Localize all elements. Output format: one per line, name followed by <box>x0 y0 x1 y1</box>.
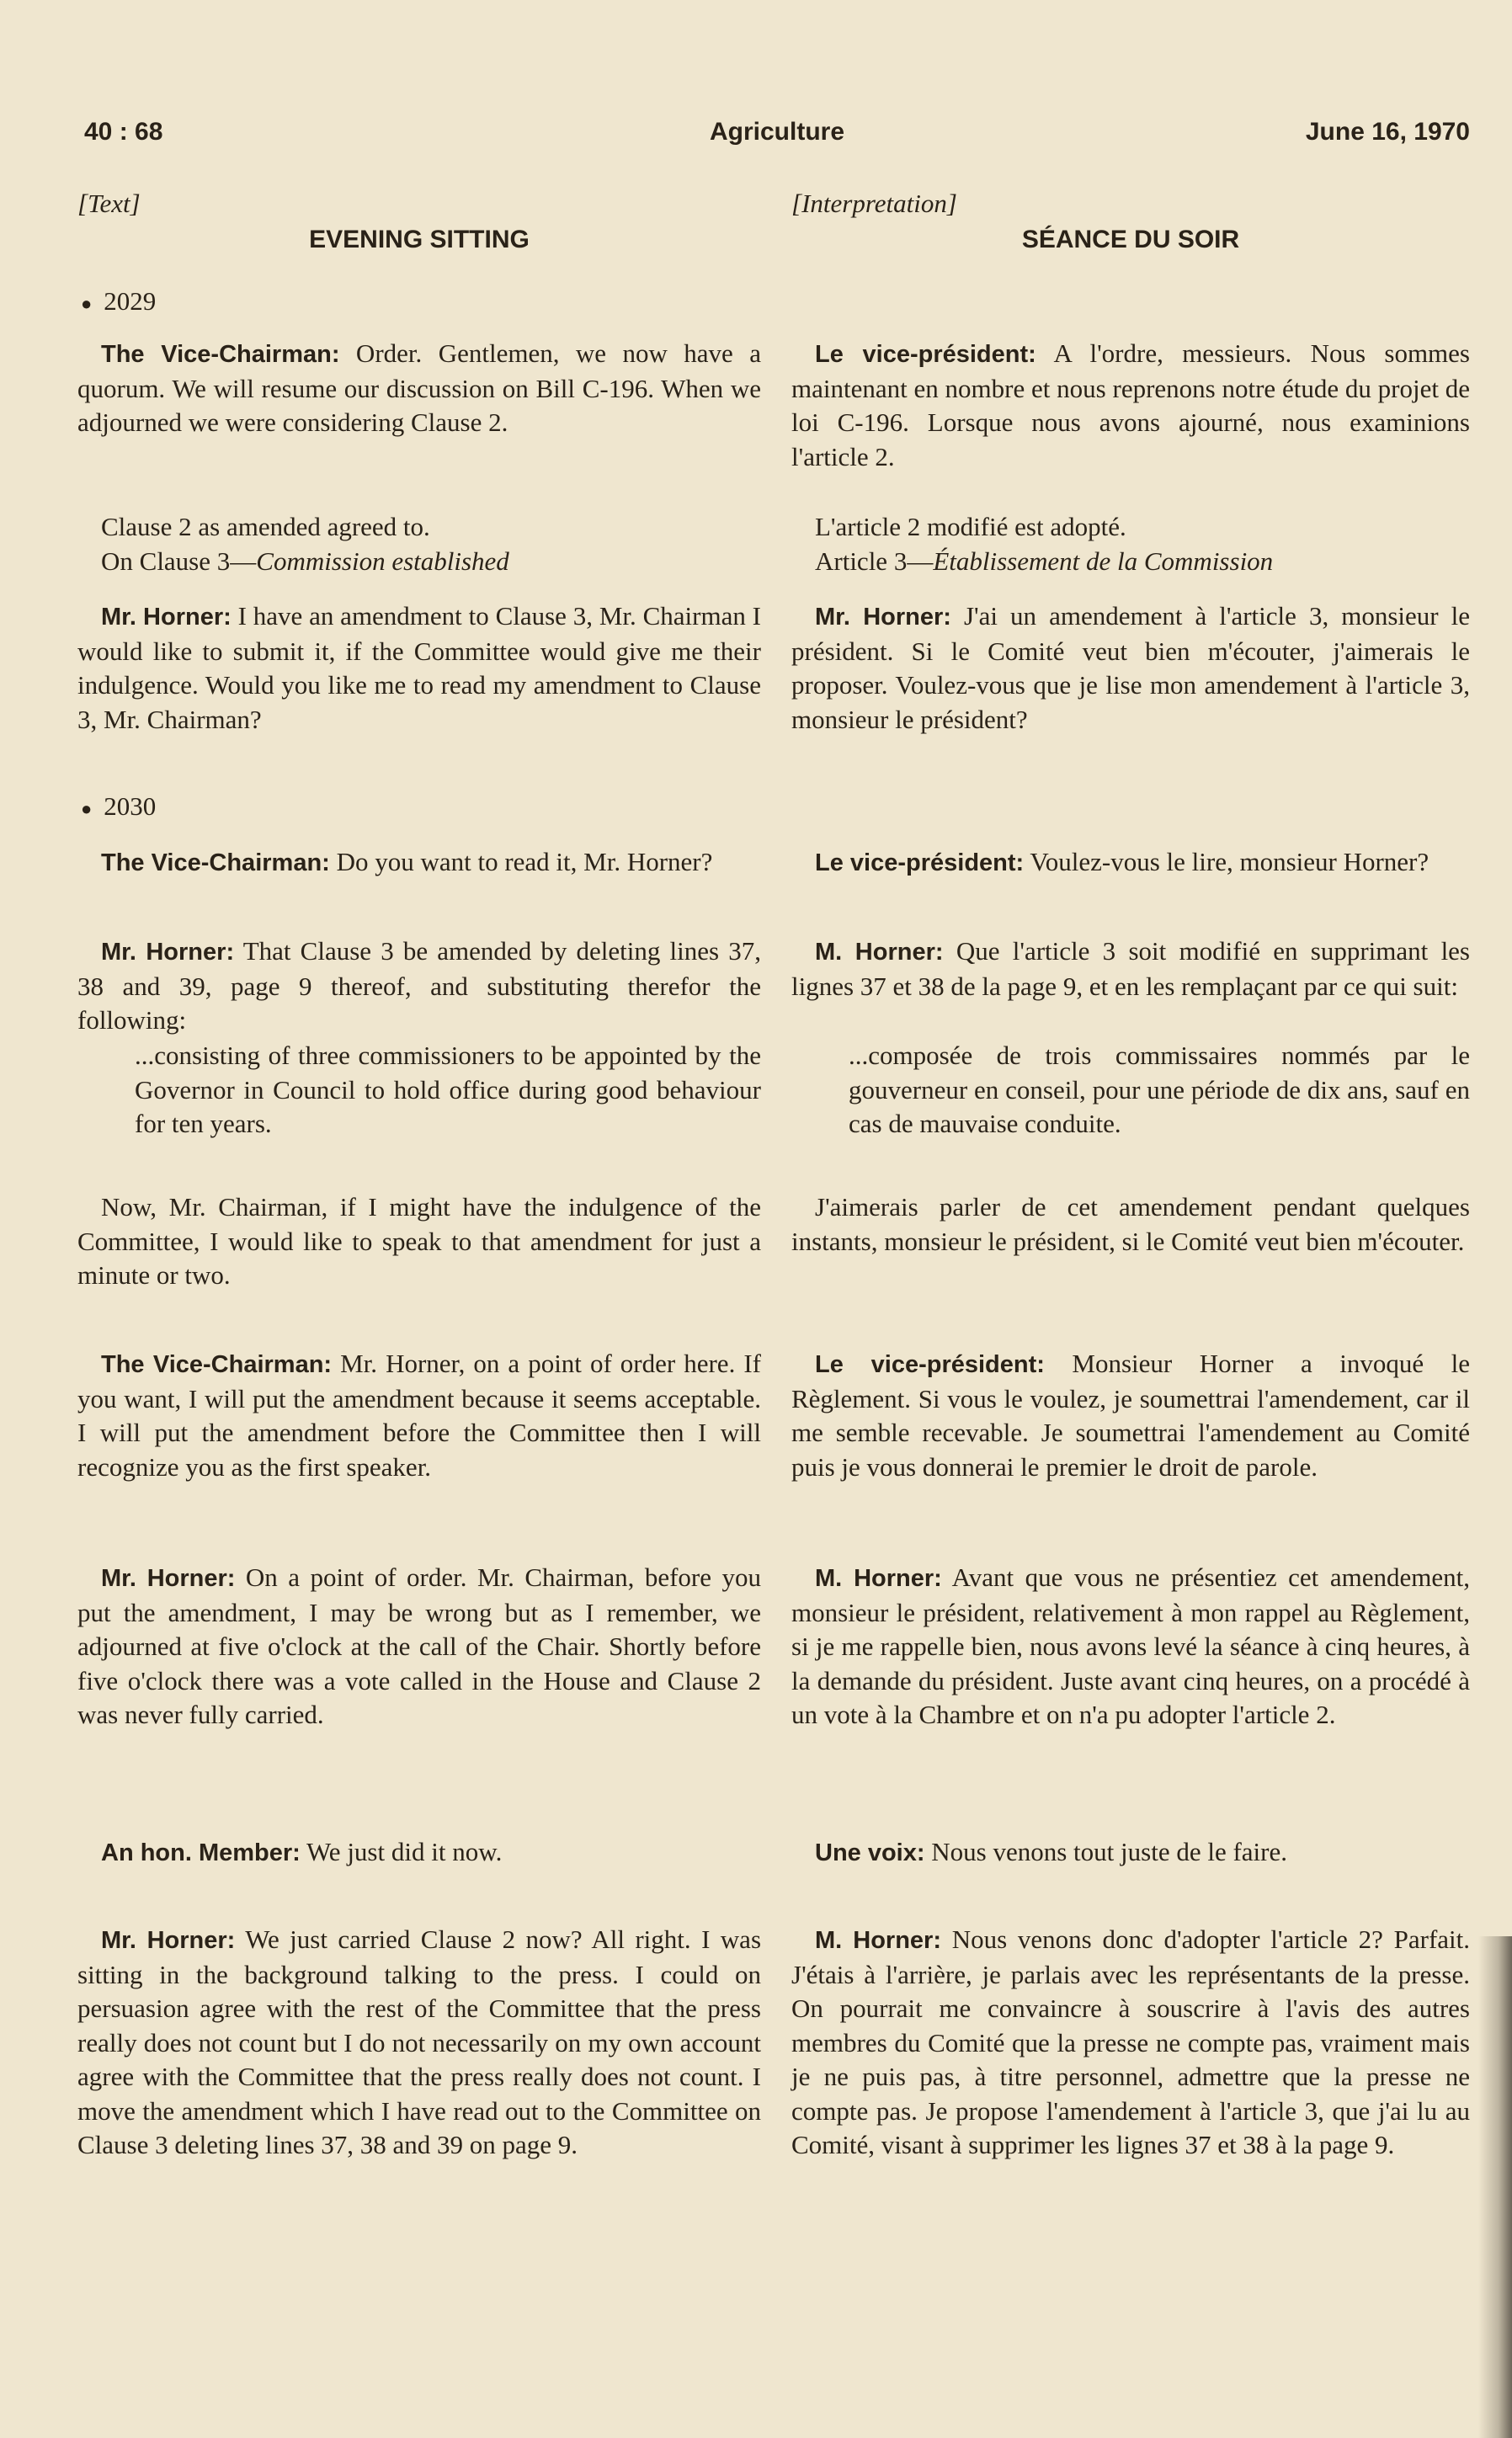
paragraph: The Vice-Chairman: Order. Gentlemen, we now have a quorum. We will resume our discussion on Bill C-196. When we adjourned we were considering Clause 2. <box>77 338 761 437</box>
paragraph: Mr. Horner: We just carried Clause 2 now? All right. I was sitting in the background talking to the press. I could on persuasion agree with the rest of the Committee that the press really does not count but I do not necessarily on my own account agree with the Committee that the press really does not count. I move the amendment which I have read out to the Committee on Clause 3 deleting lines 37, 38 and 39 on page 9. <box>77 1924 762 2159</box>
section-heading: SÉANCE DU SOIR <box>1021 226 1240 253</box>
page-edge-shadow <box>1478 1936 1512 2438</box>
text-tag: [Interpretation] <box>791 189 957 218</box>
speaker-name: The Vice-Chairman: <box>101 341 340 368</box>
quoted-amendment: ...consisting of three commissioners to be appointed by the Governor in Council to hold office during good behaviour for ten years. <box>135 1041 761 1138</box>
paragraph: The Vice-Chairman: Mr. Horner, on a point of order here. If you want, I will put the amendment because it seems acceptable. I will put the amendment before the Committee then I will recognize you as the first speaker. <box>77 1349 761 1482</box>
speaker-name: Le vice-président: <box>815 849 1025 876</box>
speaker-name: Le vice-président: <box>815 341 1036 368</box>
paragraph: Mr. Horner: I have an amendment to Clause 3, Mr. Chairman I would like to submit it, if the Committee would give me their indulgence. Would you like me to read my amendment to Clause 3, Mr. Chairman? <box>77 601 761 734</box>
paragraph: Clause 2 as amended agreed to. <box>101 512 430 541</box>
paragraph: Mr. Horner: J'ai un amendement à l'article 3, monsieur le président. Si le Comité veut bien m'écouter, j'aimerais le proposer. Voulez-vous que je lise mon amendement à l'article 3, monsieur le président? <box>791 601 1470 734</box>
text-tag: [Text] <box>77 189 141 218</box>
page-number: 40 : 68 <box>84 118 163 146</box>
paragraph: M. Horner: Que l'article 3 soit modifié en supprimant les lignes 37 et 38 de la page 9, et en les remplaçant par ce qui suit: <box>791 936 1470 1001</box>
time-marker: ● 2030 <box>81 791 157 821</box>
clause-heading: Article 3—Établissement de la Commission <box>815 546 1274 576</box>
paragraph: Le vice-président: Voulez-vous le lire, monsieur Horner? <box>815 847 1429 876</box>
speaker-name: M. Horner: <box>815 939 944 966</box>
paragraph: The Vice-Chairman: Do you want to read it, Mr. Horner? <box>101 847 713 876</box>
paragraph: L'article 2 modifié est adopté. <box>815 512 1126 541</box>
paragraph: Now, Mr. Chairman, if I might have the indulgence of the Committee, I would like to speak to that amendment for just a minute or two. <box>77 1192 761 1290</box>
paragraph: Mr. Horner: On a point of order. Mr. Chairman, before you put the amendment, I may be wrong but as I remember, we adjourned at five o'clock at the call of the Chair. Shortly before five o'clock there was a vote called in the House and Clause 2 was never fully carried. <box>77 1562 761 1729</box>
speaker-name: Mr. Horner: <box>101 939 235 966</box>
quoted-amendment: ...composée de trois commissaires nommés par le gouverneur en conseil, pour une période de dix ans, sauf en cas de mauvaise conduite. <box>849 1041 1470 1138</box>
bullet-icon: ● <box>81 293 93 314</box>
running-title: Agriculture <box>709 118 845 146</box>
paragraph: Le vice-président: A l'ordre, messieurs. Nous sommes maintenant en nombre et nous reprenons notre étude du projet de loi C-196. Lorsque nous avons ajourné, nous examinions l'article 2. <box>791 338 1470 471</box>
paragraph: Mr. Horner: That Clause 3 be amended by deleting lines 37, 38 and 39, page 9 thereof, and substituting therefor the following: <box>77 936 761 1035</box>
speaker-name: Mr. Horner: <box>101 1927 236 1954</box>
paragraph: M. Horner: Avant que vous ne présentiez cet amendement, monsieur le président, relativement à mon rappel au Règlement, si je me rappelle bien, nous avons levé la séance à cinq heures, à la demande du président. Juste avant cinq heures, on a procédé à un vote à la Chambre et on n'a pu adopter l'article 2. <box>791 1562 1470 1729</box>
page-header <box>84 118 1470 152</box>
time-marker: ● 2029 <box>81 286 157 316</box>
page-date: June 16, 1970 <box>1305 118 1470 146</box>
speaker-name: The Vice-Chairman: <box>101 849 330 876</box>
section-heading: EVENING SITTING <box>309 226 530 253</box>
paragraph: J'aimerais parler de cet amendement pendant quelques instants, monsieur le président, si le Comité veut bien m'écouter. <box>791 1192 1470 1256</box>
speaker-name: The Vice-Chairman: <box>101 1351 333 1378</box>
speaker-name: Une voix: <box>815 1839 925 1866</box>
speaker-name: Mr. Horner: <box>815 604 951 631</box>
paragraph: M. Horner: Nous venons donc d'adopter l'article 2? Parfait. J'étais à l'arrière, je parlais avec les représentants de la presse. On pourrait me convaincre à souscrire à l'avis des autres membres du Comité que la presse ne compte pas, vraiment mais je ne puis pas, à titre personnel, admettre que la presse ne compte pas. Je propose l'amendement à l'article 3, que j'ai lu au Comité, visant à supprimer les lignes 37 et 38 à la page 9. <box>791 1924 1471 2159</box>
speaker-name: Mr. Horner: <box>101 604 232 631</box>
paragraph: An hon. Member: We just did it now. <box>101 1837 503 1866</box>
speaker-name: Le vice-président: <box>815 1351 1045 1378</box>
speaker-name: M. Horner: <box>815 1565 942 1592</box>
speaker-name: M. Horner: <box>815 1927 941 1954</box>
speaker-name: An hon. Member: <box>101 1839 301 1866</box>
paragraph: Le vice-président: Monsieur Horner a invoqué le Règlement. Si vous le voulez, je soumettrai l'amendement, car il me semble recevable. Je soumettrai l'amendement au Comité puis je vous donnerai le premier le droit de parole. <box>791 1349 1471 1482</box>
paragraph: Une voix: Nous venons tout juste de le faire. <box>815 1837 1287 1866</box>
clause-heading: On Clause 3—Commission established <box>101 546 509 576</box>
bullet-icon: ● <box>81 798 93 819</box>
speaker-name: Mr. Horner: <box>101 1565 236 1592</box>
